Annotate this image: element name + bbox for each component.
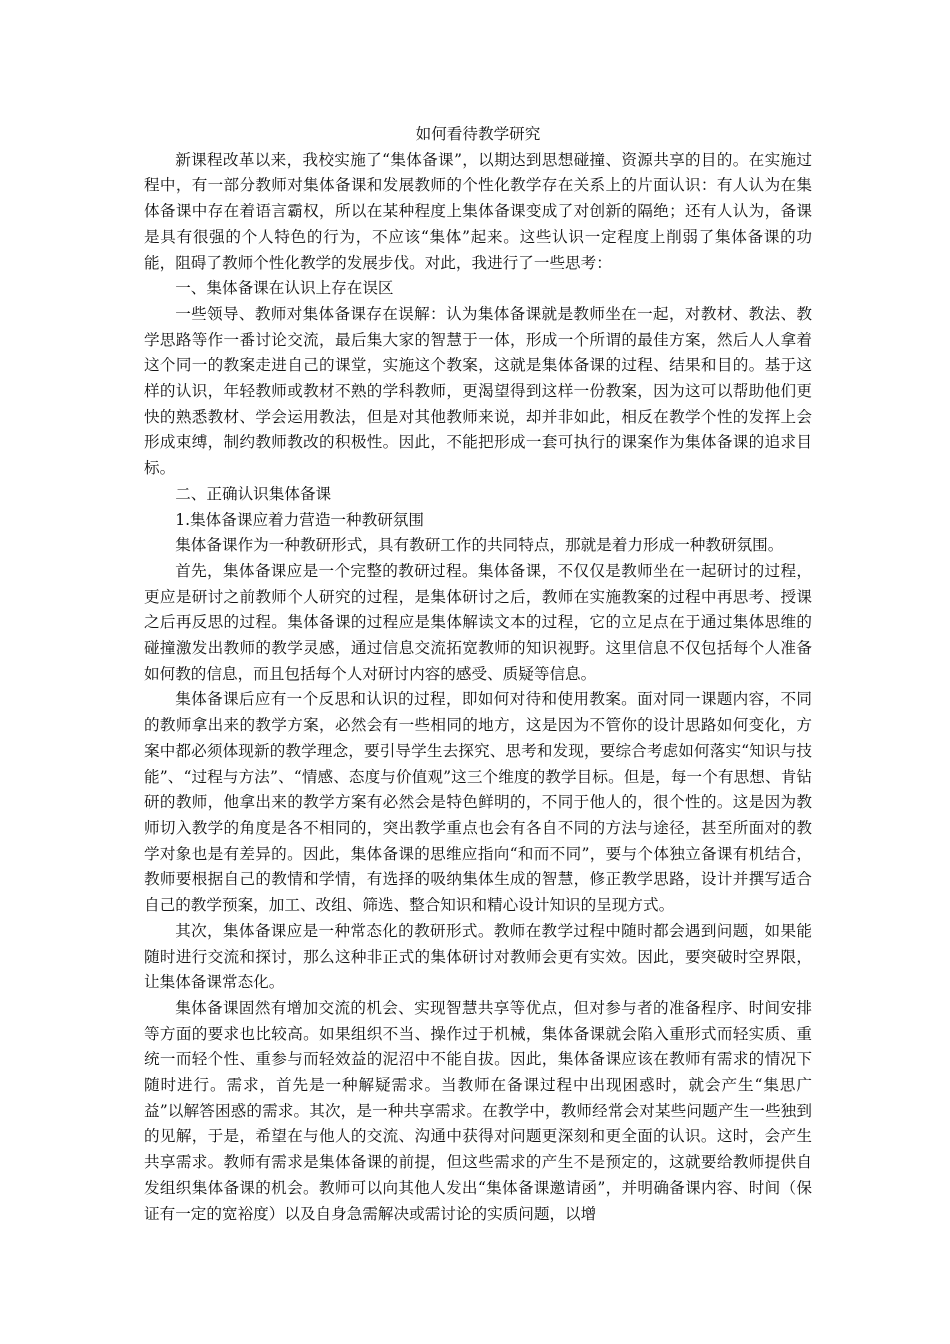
body-paragraph: 集体备课作为一种教研形式，具有教研工作的共同特点，那就是着力形成一种教研氛围。 bbox=[175, 536, 784, 555]
document-title: 如何看待教学研究 bbox=[415, 125, 541, 143]
body-paragraph: 其次，集体备课应是一种常态化的教研形式。教师在教学过程中随时都会遇到问题，如果能随时进行交流和探讨，那么这种非正式的集体研讨对教师会更有实效。因此，要突破时空界限，让集体备课常态化。 bbox=[144, 921, 812, 992]
body-paragraph: 首先，集体备课应是一个完整的教研过程。集体备课，不仅仅是教师坐在一起研讨的过程，更应是研讨之前教师个人研究的过程，是集体研讨之后，教师在实施教案的过程中再思考、授课之后再反思的过程。集体备课的过程应是集体解读文本的过程，它的立足点在于通过集体思维的碰撞激发出教师的教学灵感，通过信息交流拓宽教师的知识视野。这里信息不仅包括每个人准备如何教的信息，而且包括每个人对研讨内容的感受、质疑等信息。 bbox=[144, 561, 812, 683]
body-paragraph: 一些领导、教师对集体备课存在误解：认为集体备课就是教师坐在一起，对教材、教法、教学思路等作一番讨论交流，最后集大家的智慧于一体，形成一个所谓的最佳方案，然后人人拿着这个同一的教案走进自己的课堂，实施这个教案，这就是集体备课的过程、结果和目的。基于这样的认识，年轻教师或教材不熟的学科教师，更渴望得到这样一份教案，因为这可以帮助他们更快的熟悉教材、学会运用教法，但是对其他教师来说，却并非如此，相反在教学个性的发挥上会形成束缚，制约教师教改的积极性。因此，不能把形成一套可执行的课案作为集体备课的追求目标。 bbox=[144, 304, 812, 478]
body-paragraph: 集体备课固然有增加交流的机会、实现智慧共享等优点，但对参与者的准备程序、时间安排等方面的要求也比较高。如果组织不当、操作过于机械，集体备课就会陷入重形式而轻实质、重统一而轻个性、重参与而轻效益的泥沼中不能自拔。因此，集体备课应该在教师有需求的情况下随时进行。需求，首先是一种解疑需求。当教师在备课过程中出现困惑时，就会产生“集思广益”以解答困惑的需求。其次，是一种共享需求。在教学中，教师经常会对某些问题产生一些独到的见解，于是，希望在与他人的交流、沟通中获得对问题更深刻和更全面的认识。这时，会产生共享需求。教师有需求是集体备课的前提，但这些需求的产生不是预定的，这就要给教师提供自发组织集体备课的机会。教师可以向其他人发出“集体备课邀请函”，并明确备课内容、时间（保证有一定的宽裕度）以及自身急需解决或需讨论的实质问题，以增 bbox=[144, 998, 812, 1223]
subsection-heading-1: 1.集体备课应着力营造一种教研氛围 bbox=[175, 510, 424, 529]
section-heading-2: 二、正确认识集体备课 bbox=[175, 484, 332, 503]
intro-paragraph: 新课程改革以来，我校实施了“集体备课”，以期达到思想碰撞、资源共享的目的。在实施过程中，有一部分教师对集体备课和发展教师的个性化教学存在关系上的片面认识：有人认为在集体备课中存在着语言霸权，所以在某种程度上集体备课变成了对创新的隔绝；还有人认为，备课是具有很强的个人特色的行为，不应该“集体”起来。这些认识一定程度上削弱了集体备课的功能，阻碍了教师个性化教学的发展步伐。对此，我进行了一些思考： bbox=[144, 150, 812, 272]
body-paragraph: 集体备课后应有一个反思和认识的过程，即如何对待和使用教案。面对同一课题内容，不同的教师拿出来的教学方案，必然会有一些相同的地方，这是因为不管你的设计思路如何变化，方案中都必须体现新的教学理念，要引导学生去探究、思考和发现，要综合考虑如何落实“知识与技能”、“过程与方法”、“情感、态度与价值观”这三个维度的教学目标。但是，每一个有思想、肯钻研的教师，他拿出来的教学方案有必然会是特色鲜明的，不同于他人的，很个性的。这是因为教师切入教学的角度是各不相同的，突出教学重点也会有各自不同的方法与途径，甚至所面对的教学对象也是有差异的。因此，集体备课的思维应指向“和而不同”，要与个体独立备课有机结合，教师要根据自己的教情和学情，有选择的吸纳集体生成的智慧，修正教学思路，设计并撰写适合自己的教学预案，加工、改组、筛选、整合知识和精心设计知识的呈现方式。 bbox=[144, 690, 812, 915]
document-page bbox=[144, 122, 812, 1227]
section-heading-1: 一、集体备课在认识上存在误区 bbox=[175, 279, 394, 298]
